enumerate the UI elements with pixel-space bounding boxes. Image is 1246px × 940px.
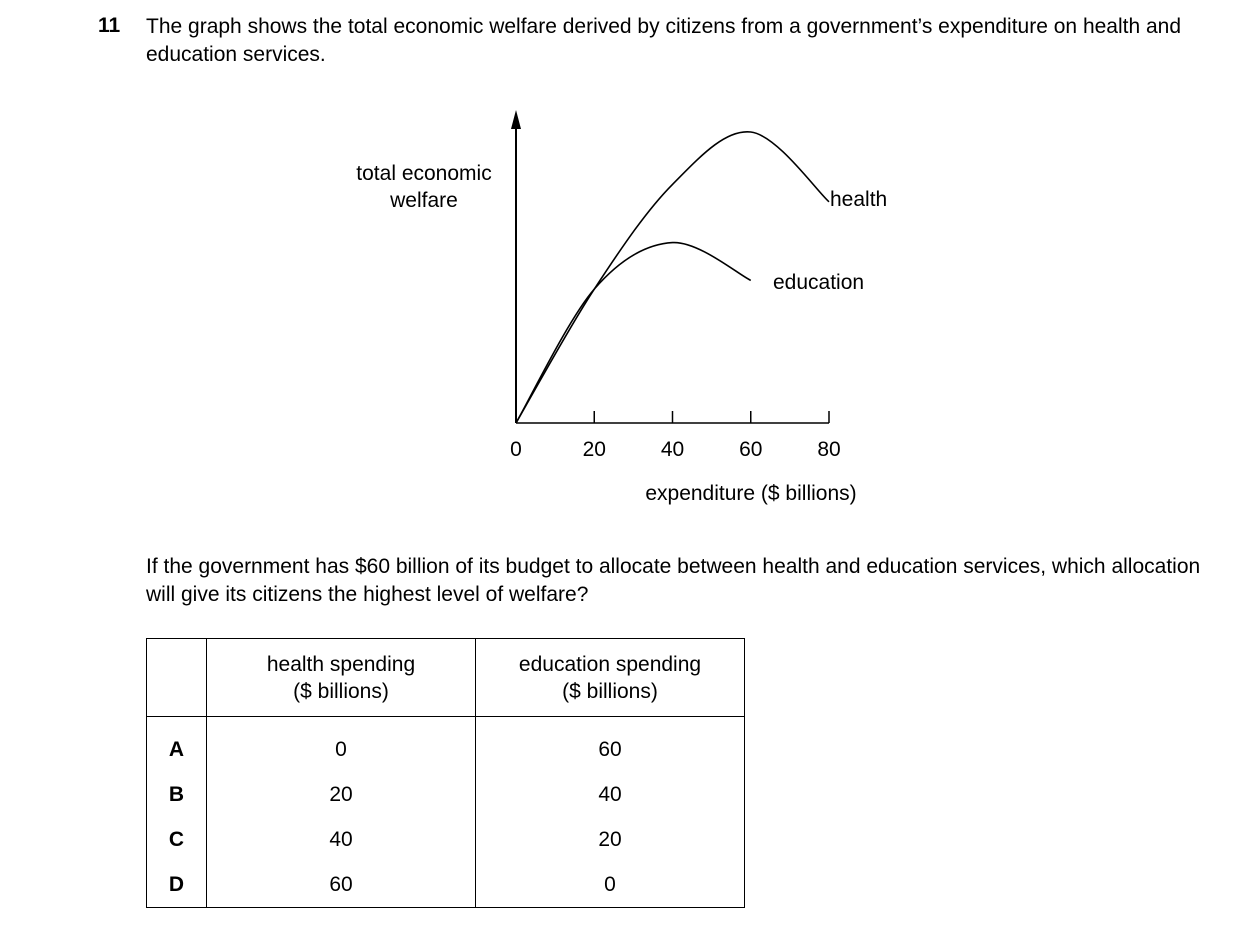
y-axis-label-line1: total economic [356,162,492,185]
x-tick-label: 0 [510,438,522,461]
header-health-line1: health spending [266,652,416,676]
x-tick-label: 80 [817,438,841,461]
table-row[interactable] [147,862,745,908]
option-letter: B [147,772,207,817]
education-value: 20 [476,817,745,862]
table-header-health [207,639,476,717]
y-axis-arrow [511,110,521,129]
health-curve-label: health [830,188,888,211]
table-header-row [147,639,745,717]
header-health-line2: ($ billions) [293,679,389,703]
education-curve-label: education [773,271,865,294]
table-header-education [476,639,745,717]
question-prompt: If the government has $60 billion of its budget to allocate between health and education services, which allocation will give its citizens the highest level of welfare? [146,555,1201,606]
table-row[interactable] [147,817,745,862]
option-letter: A [147,717,207,773]
x-tick-label: 40 [660,438,685,461]
education-value: 60 [476,717,745,773]
option-letter: C [147,817,207,862]
education-value: 0 [476,862,745,908]
option-letter: D [147,862,207,908]
table-row[interactable] [147,717,745,773]
health-value: 40 [207,817,476,862]
education-curve [516,243,751,423]
x-axis-label: expenditure ($ billions) [645,482,857,505]
table-row[interactable] [147,772,745,817]
question-text: The graph shows the total economic welfare derived by citizens from a government’s expenditure on health and education services. [146,15,1182,66]
x-tick-label: 60 [739,438,763,461]
health-value: 0 [207,717,476,773]
answer-options-table [146,638,745,908]
header-education-line1: education spending [518,652,702,676]
x-tick-label: 20 [582,438,606,461]
health-value: 20 [207,772,476,817]
y-axis-label-line2: welfare [390,189,458,212]
question-number: 11 [98,14,121,37]
table-header-blank [147,639,207,717]
education-value: 40 [476,772,745,817]
header-education-line2: ($ billions) [562,679,658,703]
health-value: 60 [207,862,476,908]
